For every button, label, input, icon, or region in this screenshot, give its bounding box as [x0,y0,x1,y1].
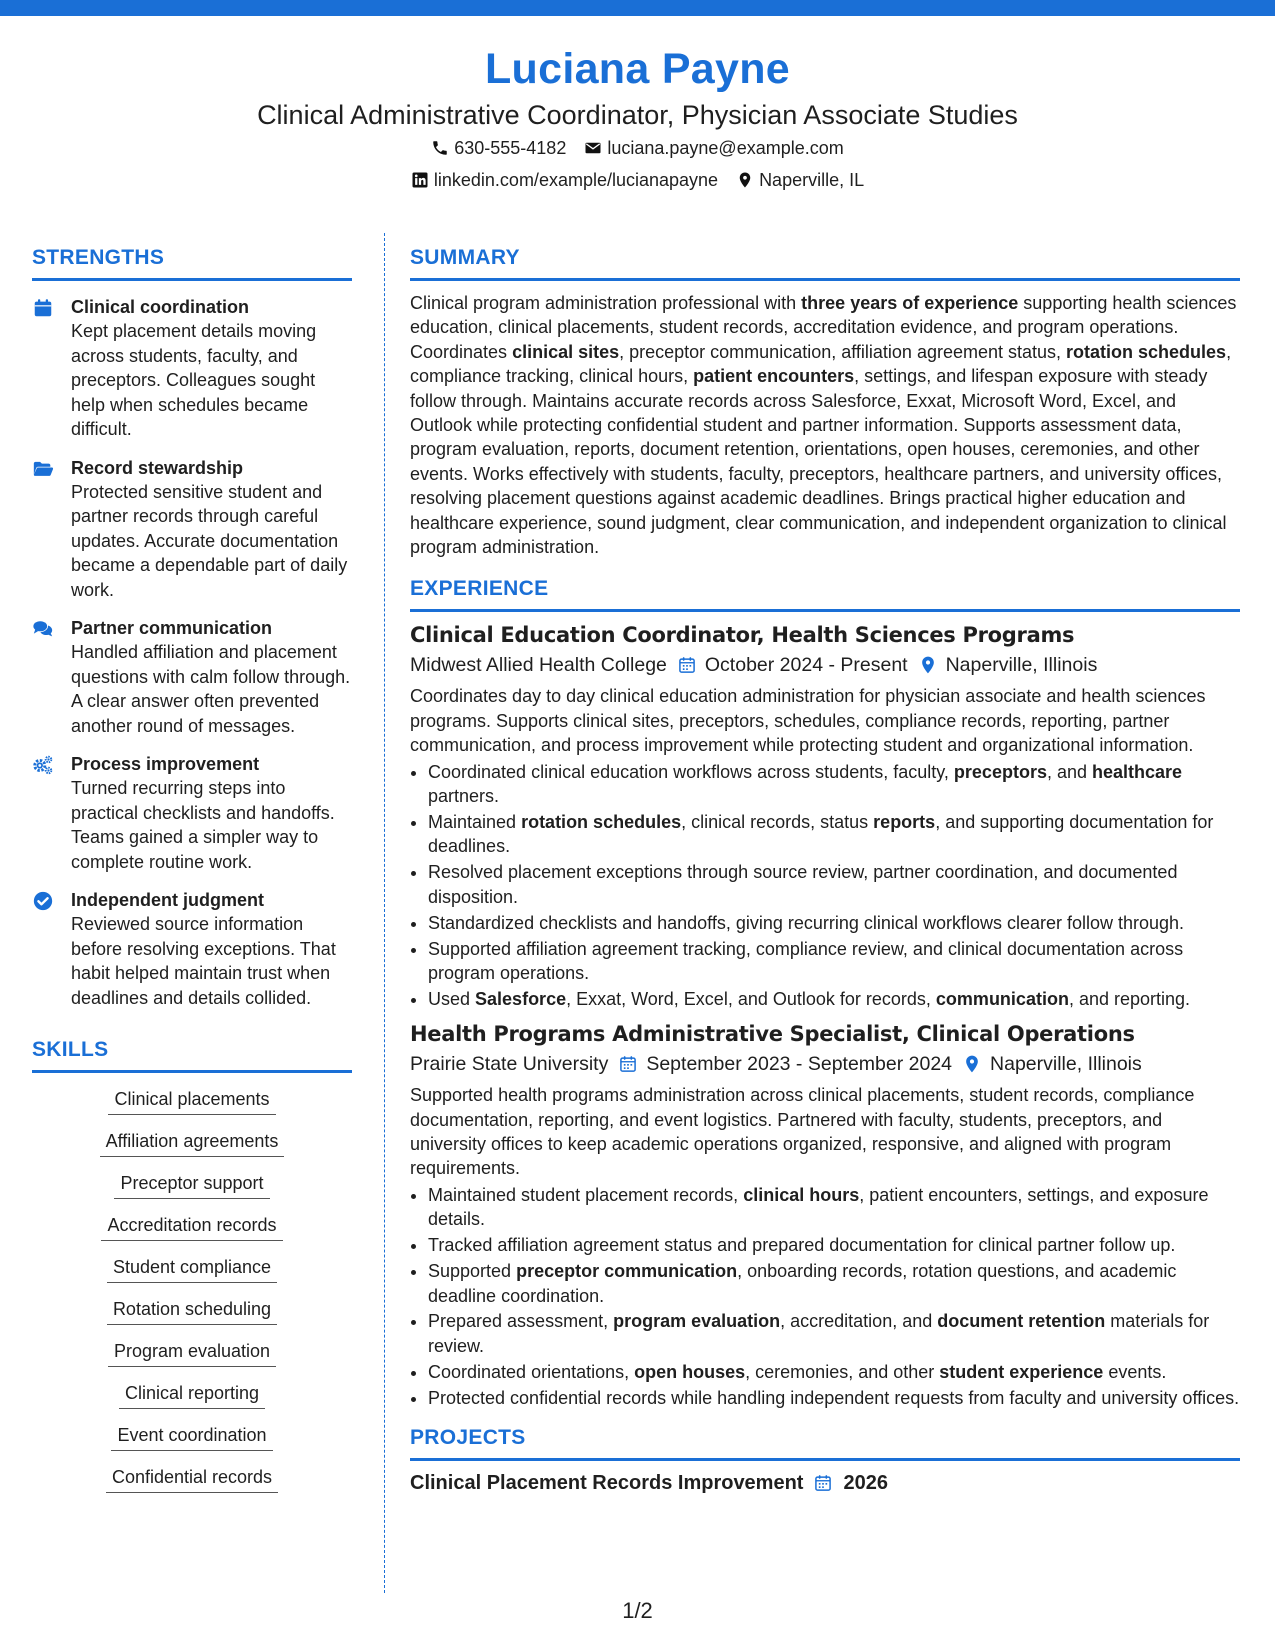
job-bullets [410,1183,1240,1410]
linkedin-contact[interactable] [411,164,718,196]
project-entry [410,1469,1240,1497]
job-meta [410,650,1240,680]
projects-heading: PROJECTS [410,1424,1240,1461]
job-org: Midwest Allied Health College [410,654,667,677]
job-location [918,650,1098,680]
strength-desc: Kept placement details moving across students, faculty, and preceptors. Colleagues sought help when schedules became difficult. [71,321,317,439]
job-bullets [410,760,1240,1012]
strength-item [32,456,352,603]
job-location-text: Naperville, Illinois [990,1053,1142,1076]
job-location-text: Naperville, Illinois [945,654,1098,677]
right-column [410,244,1240,1497]
strength-item [32,888,352,1010]
skill-tag: Event coordination [111,1423,272,1451]
map-pin-icon [962,1054,982,1074]
comments-icon [32,618,54,640]
strength-item [32,616,352,738]
gears-icon [32,754,54,776]
job-bullet: • Coordinated orientations, open houses, ceremonies, and other student experience events. [428,1360,1240,1384]
linkedin-icon [411,171,429,189]
job-entry [410,620,1240,1011]
skill-tag: Clinical placements [108,1087,275,1115]
skill-tag: Accreditation records [101,1213,282,1241]
job-bullet: • Prepared assessment, program evaluation, accreditation, and document retention materials for review. [428,1309,1240,1358]
calendar-icon [618,1054,638,1074]
job-dates [677,650,908,680]
location-contact [736,164,864,196]
strength-title: Clinical coordination [71,297,250,317]
envelope-icon [584,139,602,157]
job-bullet: • Tracked affiliation agreement status and prepared documentation for clinical partner follow up. [428,1233,1240,1257]
candidate-name: Luciana Payne [484,45,791,93]
map-pin-icon [918,655,938,675]
skills-list [32,1087,352,1493]
strength-title: Process improvement [71,754,260,774]
candidate-headline: Clinical Administrative Coordinator, Physician Associate Studies [257,100,1018,130]
project-year: 2026 [843,1472,888,1495]
job-meta [410,1049,1240,1079]
skill-tag: Clinical reporting [119,1381,265,1409]
job-dates-text: September 2023 - September 2024 [646,1053,953,1076]
job-bullet: • Maintained student placement records, clinical hours, patient encounters, settings, and exposure details. [428,1183,1240,1232]
phone-contact[interactable] [431,132,566,164]
folder-open-icon [32,458,54,480]
job-title: Health Programs Administrative Specialist, Clinical Operations [410,1022,1135,1047]
location-text: Naperville, IL [759,170,865,190]
job-bullet: • Protected confidential records while handling independent requests from faculty and university offices. [428,1386,1240,1410]
job-bullet: • Resolved placement exceptions through source review, partner coordination, and documented disposition. [428,860,1240,909]
strength-desc: Handled affiliation and placement questions with calm follow through. A clear answer often prevented another round of messages. [71,642,351,736]
calendar-icon [813,1473,833,1493]
skill-tag: Program evaluation [108,1339,276,1367]
job-title: Clinical Education Coordinator, Health Sciences Programs [410,623,1075,648]
left-column [32,244,352,1507]
experience-heading: EXPERIENCE [410,575,1240,612]
phone-icon [431,139,449,157]
column-divider [384,233,385,1593]
email-text: luciana.payne@example.com [607,138,844,158]
skill-tag: Student compliance [107,1255,277,1283]
job-bullet: • Supported preceptor communication, onboarding records, rotation questions, and academic deadline coordination. [428,1259,1240,1308]
skill-tag: Preceptor support [114,1171,269,1199]
linkedin-text: linkedin.com/example/lucianapayne [433,170,719,190]
summary-heading: SUMMARY [410,244,1240,281]
job-location [962,1049,1142,1079]
contact-row-1 [0,132,1275,164]
strength-title: Partner communication [71,618,273,638]
skill-tag: Affiliation agreements [100,1129,285,1157]
strengths-heading: STRENGTHS [32,244,352,281]
email-contact[interactable] [584,132,843,164]
job-org: Prairie State University [410,1053,609,1076]
strength-desc: Reviewed source information before resolving exceptions. That habit helped maintain trust when deadlines and details collided. [71,914,336,1008]
contact-row-2 [0,164,1275,196]
job-bullet: • Used Salesforce, Exxat, Word, Excel, and Outlook for records, communication, and reporting. [428,987,1240,1011]
job-bullet: • Standardized checklists and handoffs, giving recurring clinical workflows clearer follow through. [428,911,1240,935]
job-description: Coordinates day to day clinical education administration for physician associate and health sciences programs. Supports clinical sites, preceptors, schedules, compliance records, reporting, partner communication, and process improvement while protecting student and organizational information. [410,686,1206,756]
skill-tag: Rotation scheduling [107,1297,277,1325]
strength-desc: Protected sensitive student and partner records through careful updates. Accurate documentation became a dependable part of daily work. [71,481,348,600]
map-pin-icon [736,171,754,189]
job-dates [618,1049,952,1079]
strength-item [32,295,352,442]
strength-title: Independent judgment [71,890,264,910]
strength-title: Record stewardship [71,457,244,478]
job-entry [410,1019,1240,1410]
top-accent-bar [0,0,1275,16]
calendar-icon [677,655,697,675]
calendar-icon [32,297,54,319]
phone-text: 630-555-4182 [454,138,567,158]
skill-tag: Confidential records [106,1465,278,1493]
strength-item [32,752,352,874]
job-dates-text: October 2024 - Present [704,654,908,677]
project-title: Clinical Placement Records Improvement [410,1472,804,1495]
job-bullet: • Maintained rotation schedules, clinical records, status reports, and supporting documentation for deadlines. [428,810,1240,859]
strength-desc: Turned recurring steps into practical checklists and handoffs. Teams gained a simpler way to complete routine work. [71,778,335,872]
job-bullet: • Coordinated clinical education workflows across students, faculty, preceptors, and healthcare partners. [428,760,1240,809]
page-number: 1/2 [622,1598,653,1623]
resume-header [0,40,1275,196]
check-circle-icon [32,890,54,912]
job-bullet: • Supported affiliation agreement tracking, compliance review, and clinical documentation across program operations. [428,937,1240,986]
skills-heading: SKILLS [32,1036,352,1073]
job-description: Supported health programs administration across clinical placements, student records, compliance documentation, reporting, and event logistics. Partnered with faculty, students, preceptors, and university offices to keep academic operations organized, responsive, and aligned with program requirements. [410,1085,1195,1179]
summary-text: Clinical program administration professional with three years of experience supporting health sciences education, clinical placements, student records, accreditation evidence, and program operations. Coordinates clinical sites, preceptor communication, affiliation agreement status, rotation schedules, compliance tracking, clinical hours, patient encounters, settings, and lifespan exposure with steady follow through. Maintains accurate records across Salesforce, Exxat, Microsoft Word, Excel, and Outlook while protecting confidential student and partner information. Supports assessment data, program evaluation, reports, document retention, orientations, open houses, ceremonies, and other events. Works effectively with students, faculty, preceptors, healthcare partners, and university offices, resolving placement questions against academic deadlines. Brings practical higher education and healthcare experience, sound judgment, clear communication, and independent organization to clinical program administration. [410,293,1237,558]
